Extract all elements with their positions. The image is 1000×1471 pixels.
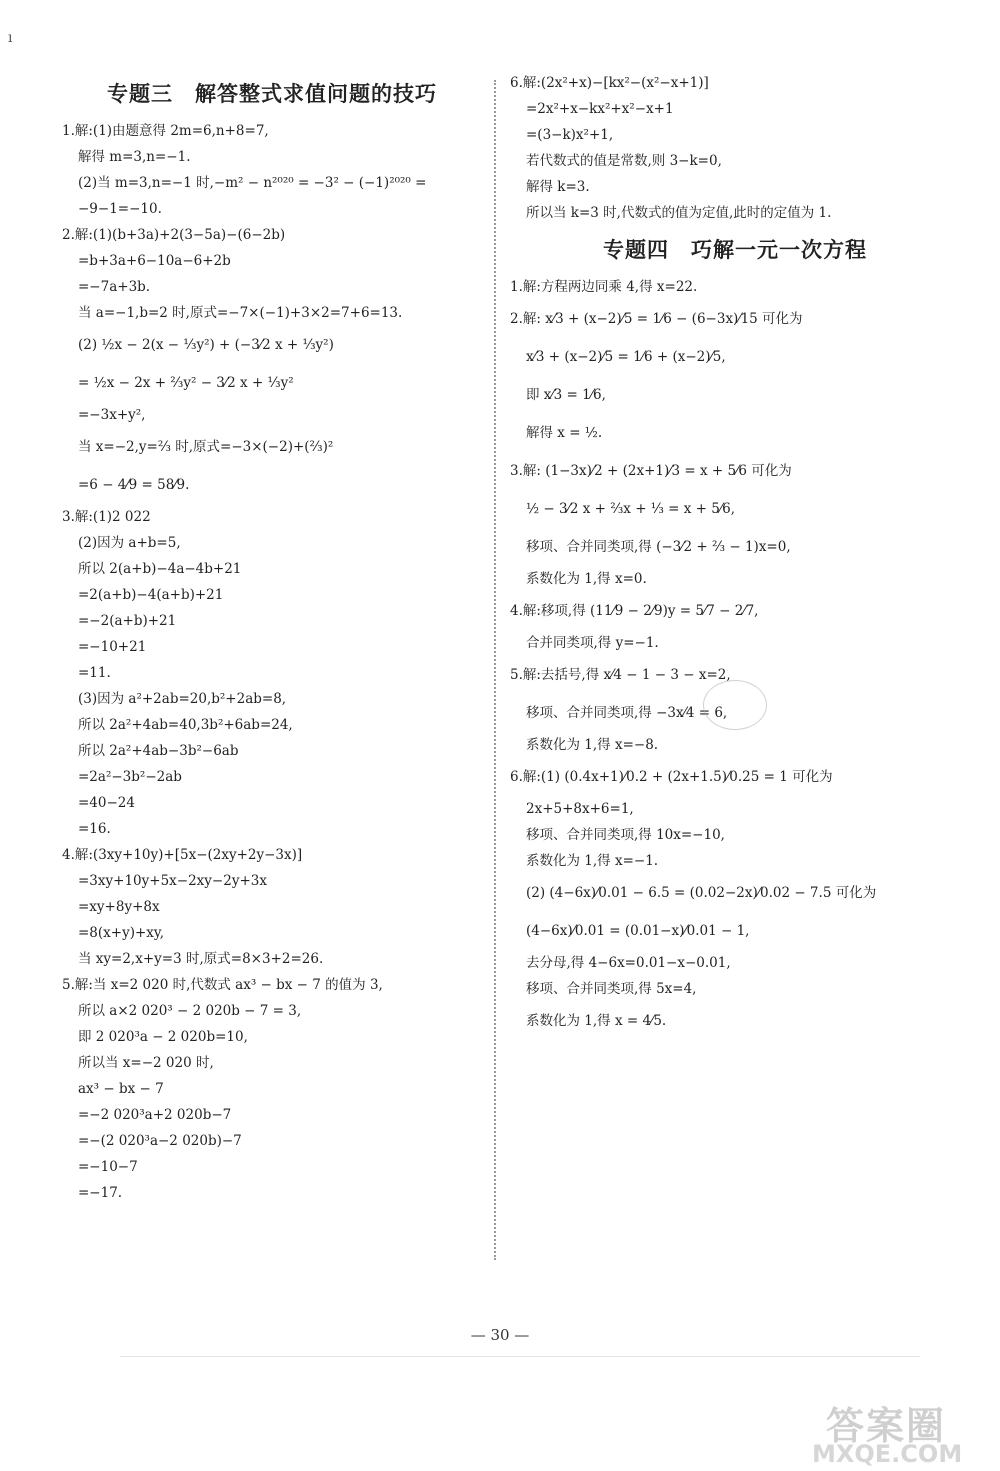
watermark-url: MXQE.COM: [812, 1440, 963, 1468]
solution-line: =−2(a+b)+21: [78, 613, 177, 629]
solution-line: 移项、合并同类项,得 (−3⁄2 + ⅔ − 1)x=0,: [526, 539, 791, 555]
solution-line: =40−24: [78, 795, 135, 811]
solution-line: =−17.: [78, 1185, 123, 1201]
solution-line: 5.解:去括号,得 x⁄4 − 1 − 3 − x=2,: [510, 667, 731, 683]
right-column: [510, 70, 960, 1040]
solution-line: 当 xy=2,x+y=3 时,原式=8×3+2=26.: [78, 951, 324, 967]
solution-line: 系数化为 1,得 x = 4⁄5.: [526, 1013, 667, 1029]
solution-line: (2) ½x − 2(x − ⅓y²) + (−3⁄2 x + ⅓y²): [78, 337, 334, 353]
right-top-lines: [510, 70, 960, 226]
solution-line: (2)因为 a+b=5,: [78, 535, 181, 551]
watermark-logo: 答案圈: [826, 1404, 947, 1448]
solution-line: 所以 2a²+4ab−3b²−6ab: [78, 743, 239, 759]
solution-line: =3xy+10y+5x−2xy−2y+3x: [78, 873, 267, 889]
solution-line: 2.解: x⁄3 + (x−2)⁄5 = 1⁄6 − (6−3x)⁄15 可化为: [510, 311, 803, 327]
solution-line: (2)当 m=3,n=−1 时,−m² − n²⁰²⁰ = −3² − (−1)²⁰²⁰ =: [78, 175, 427, 191]
solution-line: =−7a+3b.: [78, 279, 151, 295]
solution-line: 移项、合并同类项,得 5x=4,: [526, 981, 697, 997]
solution-line: =−10+21: [78, 639, 147, 655]
solution-line: 3.解: (1−3x)⁄2 + (2x+1)⁄3 = x + 5⁄6 可化为: [510, 463, 792, 479]
solution-line: 去分母,得 4−6x=0.01−x−0.01,: [526, 955, 731, 971]
solution-line: ½ − 3⁄2 x + ⅔x + ⅓ = x + 5⁄6,: [526, 501, 736, 517]
solution-line: 1.解:方程两边同乘 4,得 x=22.: [510, 279, 698, 295]
solution-line: 解得 k=3.: [526, 179, 590, 195]
solution-line: 解得 x = ½.: [526, 425, 603, 441]
solution-line: 即 2 020³a − 2 020b=10,: [78, 1029, 248, 1045]
solution-line: =8(x+y)+xy,: [78, 925, 165, 941]
solution-line: 6.解:(2x²+x)−[kx²−(x²−x+1)]: [510, 75, 709, 91]
solution-line: 所以 a×2 020³ − 2 020b − 7 = 3,: [78, 1003, 302, 1019]
solution-line: 若代数式的值是常数,则 3−k=0,: [526, 153, 722, 169]
solution-line: =11.: [78, 665, 111, 681]
corner-mark: ı: [8, 30, 13, 46]
solution-line: 所以当 x=−2 020 时,: [78, 1055, 214, 1071]
section-title-3: 专题三 解答整式求值问题的技巧: [107, 82, 437, 106]
solution-line: 所以当 k=3 时,代数式的值为定值,此时的定值为 1.: [526, 205, 832, 221]
solution-line: =2(a+b)−4(a+b)+21: [78, 587, 224, 603]
solution-line: =6 − 4⁄9 = 58⁄9.: [78, 477, 190, 493]
solution-line: =b+3a+6−10a−6+2b: [78, 253, 231, 269]
solution-line: = ½x − 2x + ⅔y² − 3⁄2 x + ⅓y²: [78, 375, 294, 391]
left-solution-lines: [62, 118, 482, 1206]
solution-line: (3)因为 a²+2ab=20,b²+2ab=8,: [78, 691, 287, 707]
solution-line: 解得 m=3,n=−1.: [78, 149, 191, 165]
column-divider: [494, 80, 496, 1260]
right-bottom-lines: [510, 274, 960, 1040]
solution-line: =2a²−3b²−2ab: [78, 769, 182, 785]
solution-line: 当 a=−1,b=2 时,原式=−7×(−1)+3×2=7+6=13.: [78, 305, 403, 321]
solution-line: 即 x⁄3 = 1⁄6,: [526, 387, 606, 403]
solution-line: 3.解:(1)2 022: [62, 509, 151, 525]
solution-line: 4.解:移项,得 (11⁄9 − 2⁄9)y = 5⁄7 − 2⁄7,: [510, 603, 759, 619]
solution-line: 移项、合并同类项,得 −3x⁄4 = 6,: [526, 705, 728, 721]
solution-line: =−(2 020³a−2 020b)−7: [78, 1133, 242, 1149]
solution-line: 移项、合并同类项,得 10x=−10,: [526, 827, 725, 843]
solution-line: =−2 020³a+2 020b−7: [78, 1107, 232, 1123]
solution-line: =16.: [78, 821, 111, 837]
solution-line: 所以 2(a+b)−4a−4b+21: [78, 561, 242, 577]
solution-line: (4−6x)⁄0.01 = (0.01−x)⁄0.01 − 1,: [526, 923, 750, 939]
solution-line: ax³ − bx − 7: [78, 1081, 164, 1097]
section-title-4: 专题四 巧解一元一次方程: [603, 238, 867, 262]
solution-line: =(3−k)x²+1,: [526, 127, 614, 143]
solution-line: 当 x=−2,y=⅔ 时,原式=−3×(−2)+(⅔)²: [78, 439, 334, 455]
solution-line: 合并同类项,得 y=−1.: [526, 635, 659, 651]
solution-line: 2.解:(1)(b+3a)+2(3−5a)−(6−2b): [62, 227, 286, 243]
solution-line: 系数化为 1,得 x=0.: [526, 571, 647, 587]
left-column: [62, 70, 482, 1206]
solution-line: 1.解:(1)由题意得 2m=6,n+8=7,: [62, 123, 269, 139]
solution-line: 5.解:当 x=2 020 时,代数式 ax³ − bx − 7 的值为 3,: [62, 977, 383, 993]
solution-line: (2) (4−6x)⁄0.01 − 6.5 = (0.02−2x)⁄0.02 − 7.5 可化为: [526, 885, 877, 901]
solution-line: =−3x+y²,: [78, 407, 146, 423]
solution-line: −9−1=−10.: [78, 201, 162, 217]
solution-line: 系数化为 1,得 x=−1.: [526, 853, 659, 869]
stamp-mark: [703, 680, 767, 730]
solution-line: =xy+8y+8x: [78, 899, 160, 915]
solution-line: x⁄3 + (x−2)⁄5 = 1⁄6 + (x−2)⁄5,: [526, 349, 726, 365]
footer-rule: [120, 1356, 920, 1357]
solution-line: 2x+5+8x+6=1,: [526, 801, 634, 817]
solution-line: 所以 2a²+4ab=40,3b²+6ab=24,: [78, 717, 293, 733]
solution-line: =2x²+x−kx²+x²−x+1: [526, 101, 674, 117]
solution-line: =−10−7: [78, 1159, 138, 1175]
solution-line: 系数化为 1,得 x=−8.: [526, 737, 659, 753]
solution-line: 6.解:(1) (0.4x+1)⁄0.2 + (2x+1.5)⁄0.25 = 1 可化为: [510, 769, 833, 785]
solution-line: 4.解:(3xy+10y)+[5x−(2xy+2y−3x)]: [62, 847, 303, 863]
page-number: — 30 —: [470, 1326, 530, 1344]
